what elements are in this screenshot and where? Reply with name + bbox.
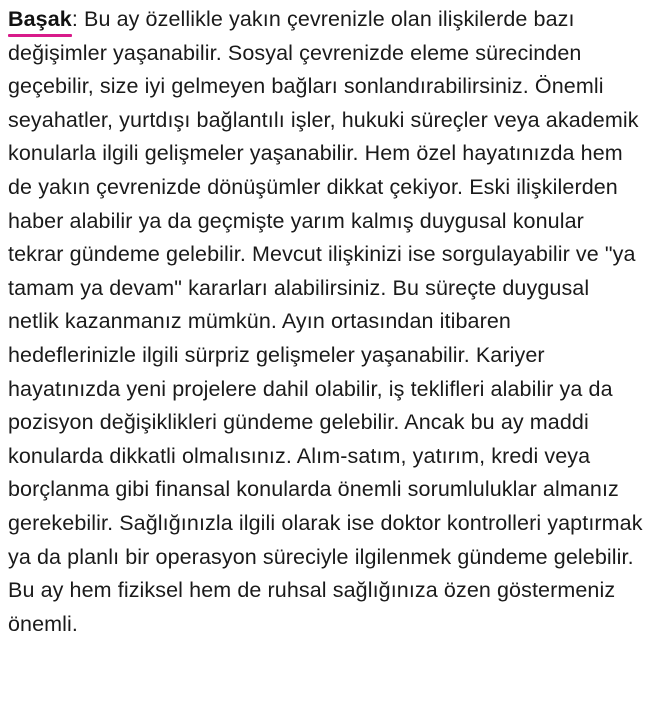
sign-separator: : — [71, 7, 78, 31]
sign-name-text: Başak — [8, 7, 72, 31]
sign-name — [8, 3, 72, 37]
horoscope-text: Bu ay özellikle yakın çevrenizle olan ilişkilerde bazı değişimler yaşanabilir. Sosyal çevrenizde eleme sürecinden geçebilir, size iyi gelmeyen bağları sonlandırabilirsiniz. Önemli seyahatler, yurtdışı bağlantılı işler, hukuki süreçler veya akademik konularla ilgili gelişmeler yaşanabilir. Hem özel hayatınızda hem de yakın çevrenizde dönüşümler dikkat çekiyor. Eski ilişkilerden haber alabilir ya da geçmişte yarım kalmış duygusal konular tekrar gündeme gelebilir. Mevcut ilişkinizi ise sorgulayabilir ve "ya tamam ya devam" kararları alabilirsiniz. Bu süreçte duygusal netlik kazanmanız mümkün. Ayın ortasından itibaren hedeflerinizle ilgili sürpriz gelişmeler yaşanabilir. Kariyer hayatınızda yeni projelere dahil olabilir, iş teklifleri alabilir ya da pozisyon değişiklikleri gündeme gelebilir. Ancak bu ay maddi konularda dikkatli olmalısınız. Alım-satım, yatırım, kredi veya borçlanma gibi finansal konularda önemli sorumluluklar almanız gerekebilir. Sağlığınızla ilgili olarak ise doktor kontrolleri yaptırmak ya da planlı bir operasyon süreciyle ilgilenmek gündeme gelebilir. Bu ay hem fiziksel hem de ruhsal sağlığınıza özen göstermeniz önemli. — [8, 7, 643, 636]
sign-name-underline — [8, 34, 72, 37]
horoscope-paragraph — [8, 3, 644, 641]
